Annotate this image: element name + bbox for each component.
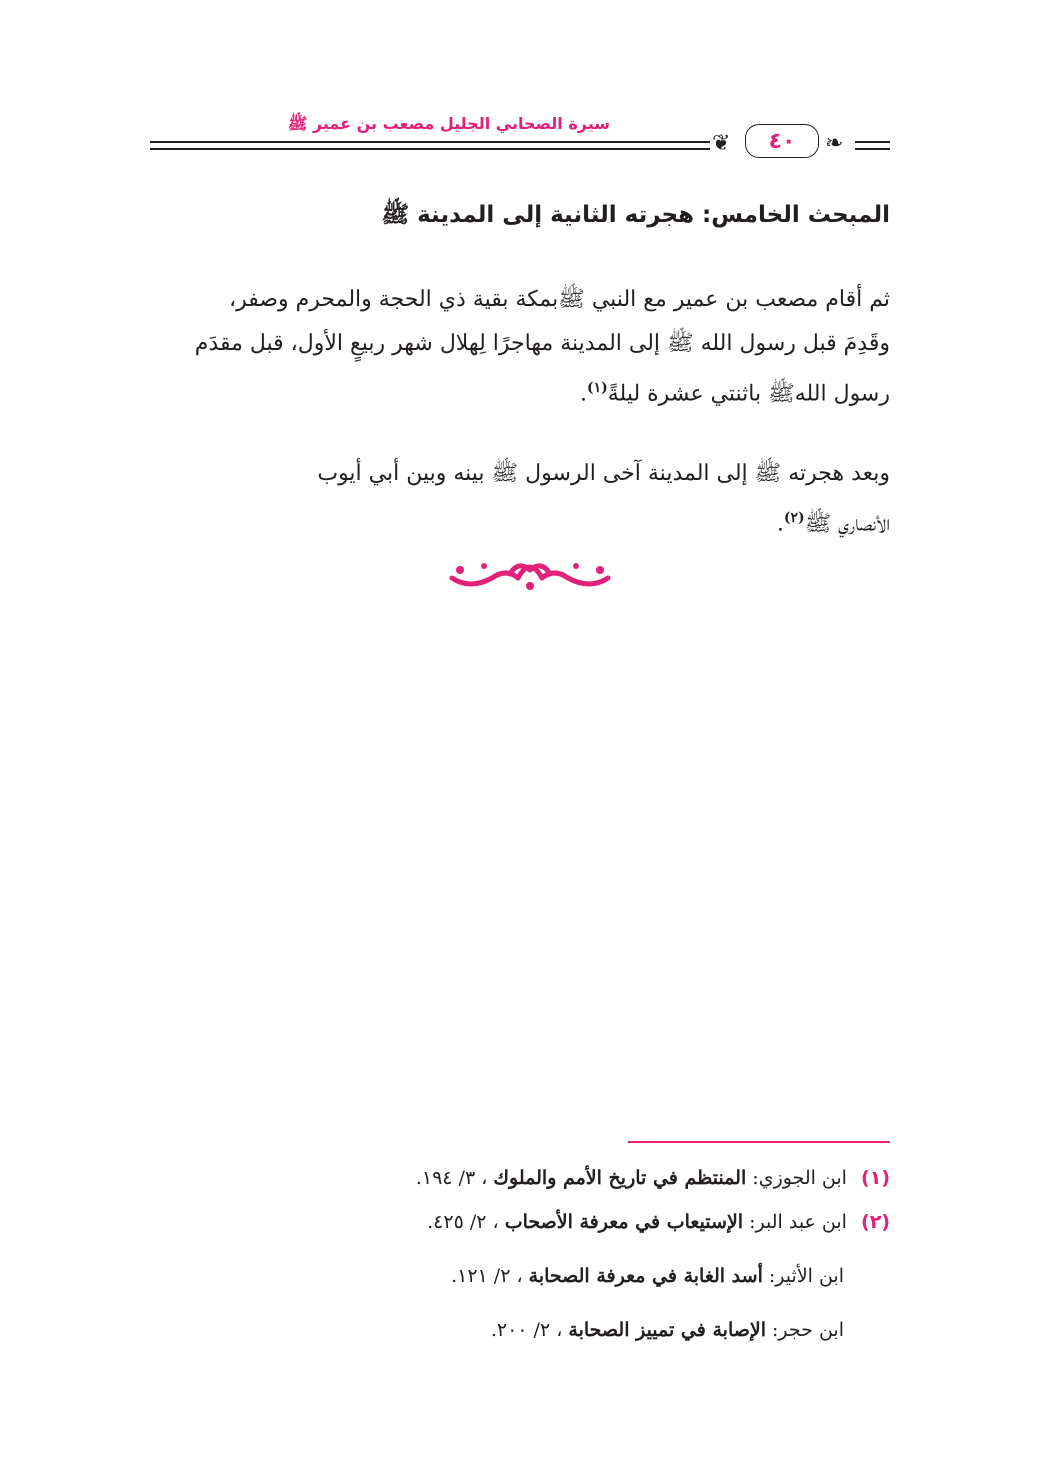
footnote-2c-title: الإصابة في تمييز الصحابة bbox=[568, 1319, 766, 1341]
footnote-2b-author: ابن الأثير: bbox=[768, 1265, 844, 1287]
section-end-ornament-icon bbox=[440, 552, 620, 596]
header-rule-bottom bbox=[150, 148, 710, 150]
footnote-2-title: الإستيعاب في معرفة الأصحاب bbox=[504, 1211, 744, 1233]
footnote-2b-ref: ، ٢/ ١٢١. bbox=[451, 1265, 523, 1287]
paragraph-1 bbox=[148, 278, 890, 416]
header-right-flourish-icon: ❧ bbox=[825, 131, 844, 156]
paragraph-1-line-3-wrap bbox=[148, 366, 890, 416]
section-heading: المبحث الخامس: هجرته الثانية إلى المدينة ﷺ bbox=[381, 202, 890, 228]
page-number-text: ٤٠ bbox=[768, 128, 796, 154]
running-header-title: سيرة الصحابي الجليل مصعب بن عمير ﷺ bbox=[288, 114, 610, 133]
footnote-2c-ref: ، ٢/ ٢٠٠. bbox=[490, 1319, 563, 1341]
paragraph-1-line-2: وقَدِمَ قبل رسول الله ﷺ إلى المدينة مهاجرًا لِهلال شهر ربيعٍ الأول، قبل مقدَم bbox=[194, 331, 890, 356]
page-number bbox=[745, 124, 819, 158]
paragraph-2-end: . bbox=[776, 511, 784, 537]
footnote-1 bbox=[150, 1164, 890, 1192]
footnote-2-author: ابن عبد البر: bbox=[749, 1211, 847, 1233]
header-rule-right-bottom bbox=[855, 148, 890, 150]
footnote-1-title: المنتظم في تاريخ الأمم والملوك bbox=[493, 1167, 747, 1189]
footnote-2-source-3 bbox=[104, 1316, 844, 1344]
footnote-2-ref: ، ٢/ ٤٢٥. bbox=[427, 1211, 499, 1233]
header-left-flourish-icon: ❦ bbox=[712, 131, 731, 156]
paragraph-2 bbox=[148, 452, 890, 546]
header-rule-right-top bbox=[855, 141, 890, 143]
footnote-2-number: (٢) bbox=[861, 1211, 890, 1233]
footnote-ref-1[interactable]: (١) bbox=[586, 380, 608, 396]
paragraph-2-line-1: وبعد هجرته ﷺ إلى المدينة آخى الرسول ﷺ بينه وبين أبي أيوب bbox=[317, 461, 890, 486]
paragraph-1-line-3: رسول اللهﷺ باثنتي عشرة ليلةً bbox=[607, 381, 890, 407]
footnote-1-number: (١) bbox=[861, 1167, 890, 1189]
paragraph-1-end: . bbox=[579, 381, 587, 407]
paragraph-2-line-2-wrap bbox=[148, 496, 890, 546]
footnote-1-author: ابن الجوزي: bbox=[752, 1167, 847, 1189]
footnote-2-source-2 bbox=[104, 1262, 844, 1290]
footnote-1-ref: ، ٣/ ١٩٤. bbox=[415, 1167, 488, 1189]
paragraph-2-line-2: الأنصاري ﷺ bbox=[804, 511, 890, 537]
footnote-ref-2[interactable]: (٢) bbox=[783, 510, 805, 526]
footnote-2 bbox=[150, 1208, 890, 1236]
footnote-2b-title: أسد الغابة في معرفة الصحابة bbox=[528, 1265, 763, 1287]
paragraph-1-line-1: ثم أقام مصعب بن عمير مع النبي ﷺبمكة بقية ذي الحجة والمحرم وصفر، bbox=[229, 287, 890, 312]
footnote-2c-author: ابن حجر: bbox=[772, 1319, 844, 1341]
footnote-separator bbox=[628, 1141, 890, 1143]
header-rule-top bbox=[150, 141, 710, 143]
